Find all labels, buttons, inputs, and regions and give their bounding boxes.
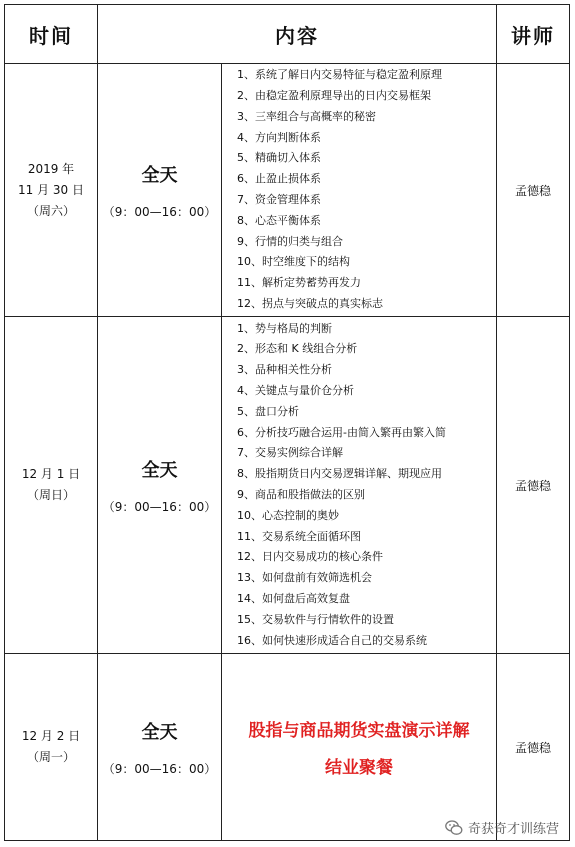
schedule-row-day-2 (5, 317, 570, 654)
topic-list (222, 65, 496, 315)
session-name: 全天 (141, 164, 178, 186)
date-day: 12 月 1 日 (21, 467, 81, 481)
session-hours: （9：00—16：00） (102, 761, 217, 776)
highlight-line: 股指与商品期货实盘演示详解 (248, 721, 470, 741)
header-teacher: 讲师 (497, 5, 570, 64)
topic-item: 7、资金管理体系 (237, 193, 321, 206)
date-cell (5, 654, 98, 841)
topic-item: 14、如何盘后高效复盘 (237, 591, 350, 605)
date-cell (5, 317, 98, 654)
topic-item: 8、心态平衡体系 (237, 213, 321, 227)
header-content: 内容 (98, 5, 497, 64)
topic-item: 16、如何快速形成适合自己的交易系统 (237, 633, 427, 647)
topic-list (222, 319, 496, 652)
topic-item: 10、心态控制的奥妙 (237, 508, 339, 522)
date-weekday: （周六） (26, 203, 75, 218)
session-name: 全天 (141, 459, 178, 481)
date-weekday: （周日） (26, 488, 75, 502)
session-hours: （9：00—16：00） (102, 499, 217, 514)
topic-item: 5、精确切入体系 (237, 151, 321, 165)
topic-item: 10、时空维度下的结构 (237, 255, 350, 269)
session-cell (98, 654, 222, 841)
topic-item: 4、关键点与量价仓分析 (237, 384, 354, 398)
session-hours: （9：00—16：00） (102, 204, 217, 219)
topic-item: 7、交易实例综合详解 (237, 446, 343, 460)
content-cell (222, 64, 497, 317)
schedule-row-day-3 (5, 654, 570, 841)
topic-item: 3、三率组合与高概率的秘密 (237, 109, 376, 123)
topic-item: 3、品种相关性分析 (237, 363, 332, 377)
highlight-line: 结业聚餐 (325, 758, 393, 778)
session-name: 全天 (141, 721, 178, 743)
topic-item: 9、行情的归类与组合 (237, 234, 343, 248)
topic-item: 11、交易系统全面循环图 (237, 529, 361, 543)
teacher-cell: 孟德稳 (497, 654, 570, 841)
content-cell (222, 654, 497, 841)
topic-item: 5、盘口分析 (237, 404, 299, 418)
content-cell (222, 317, 497, 654)
topic-item: 6、分析技巧融合运用-由简入繁再由繁入简 (237, 425, 446, 439)
watermark (445, 818, 559, 837)
topic-item: 1、系统了解日内交易特征与稳定盈利原理 (237, 68, 442, 82)
topic-item: 2、形态和 K 线组合分析 (237, 342, 358, 356)
topic-item: 1、势与格局的判断 (237, 321, 332, 335)
topic-item: 13、如何盘前有效筛选机会 (237, 571, 372, 585)
session-cell (98, 64, 222, 317)
date-day: 11 月 30 日 (18, 182, 84, 197)
schedule-row-day-1 (5, 64, 570, 317)
teacher-cell: 孟德稳 (497, 317, 570, 654)
topic-item: 9、商品和股指做法的区别 (237, 488, 365, 501)
header-time: 时间 (5, 5, 98, 64)
teacher-cell: 孟德稳 (497, 64, 570, 317)
topic-item: 12、日内交易成功的核心条件 (237, 550, 383, 564)
topic-item: 8、股指期货日内交易逻辑详解、期现应用 (237, 467, 442, 481)
date-weekday: （周一） (26, 750, 75, 764)
topic-item: 2、由稳定盈利原理导出的日内交易框架 (237, 89, 431, 103)
wechat-icon (445, 820, 463, 836)
date-day: 12 月 2 日 (21, 729, 81, 743)
topic-item: 12、拐点与突破点的真实标志 (237, 296, 383, 310)
watermark-text: 奇获奇才训练营 (467, 822, 559, 837)
topic-item: 6、止盈止损体系 (237, 172, 321, 186)
header-row (5, 5, 570, 64)
session-cell (98, 317, 222, 654)
topic-item: 15、交易软件与行情软件的设置 (237, 612, 394, 626)
schedule-table (4, 4, 570, 841)
topic-item: 4、方向判断体系 (237, 130, 321, 144)
topic-item: 11、解析定势蓄势再发力 (237, 276, 361, 290)
date-cell (5, 64, 98, 317)
date-year: 2019 年 (27, 161, 75, 176)
